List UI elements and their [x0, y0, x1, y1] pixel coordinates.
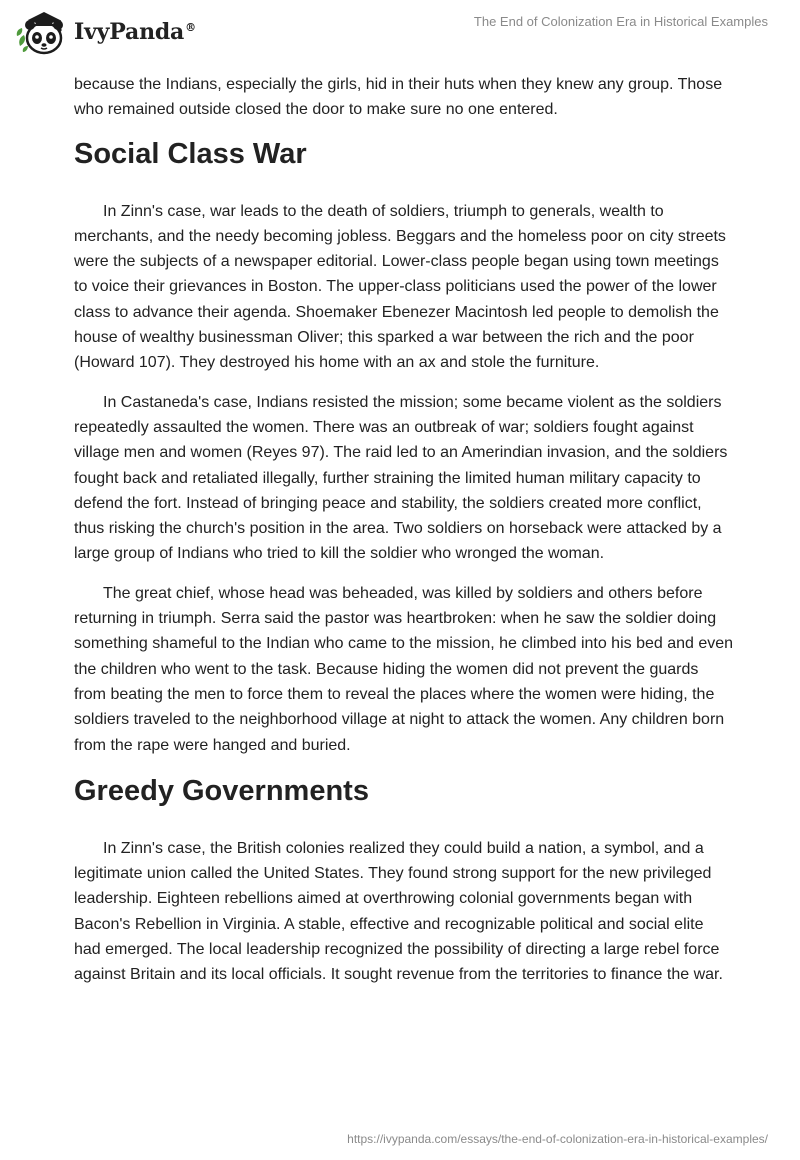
paragraph: In Castaneda's case, Indians resisted the mission; some became violent as the soldiers repeatedly assaulted the women. There was an outbreak of war; soldiers fought against village men and women (Reyes 97). The raid led to an Amerindian invasion, and the soldiers fought back and retaliated illegally, further straining the limited human military capacity to defend the fort. Instead of bringing peace and stability, the soldiers created more conflict, thus risking the church's position in the area. Two soldiers on horseback were attacked by a large group of Indians who tried to kill the soldier who wronged the woman.	[74, 393, 728, 563]
ivypanda-logo[interactable]	[14, 8, 196, 56]
intro-paragraph: because the Indians, especially the girls, hid in their huts when they knew any group. Those who remained outside closed the door to make sure no one entered.	[74, 76, 723, 119]
source-url[interactable]: https://ivypanda.com/essays/the-end-of-colonization-era-in-historical-examples/	[347, 1132, 768, 1146]
document-title: The End of Colonization Era in Historical Examples	[473, 14, 768, 29]
paragraph: The great chief, whose head was beheaded, was killed by soldiers and others before returning in triumph. Serra said the pastor was heartbroken: when he saw the soldier doing something shameful to the Indian who came to the mission, he climbed into his bed and even the children who went to the task. Because hiding the women did not prevent the guards from beating the men to force them to reveal the places where the women were hiding, the soldiers traveled to the neighborhood village at night to attack the women. Any children born from the rape were hanged and buried.	[74, 584, 734, 754]
page-header	[0, 0, 800, 70]
essay-body	[74, 72, 734, 1002]
heading-social-class-war: Social Class War	[74, 137, 307, 170]
heading-greedy-governments: Greedy Governments	[74, 774, 369, 807]
panda-graduate-icon	[14, 8, 70, 56]
logo-wordmark: IvyPanda®	[74, 19, 196, 45]
paragraph: In Zinn's case, the British colonies realized they could build a nation, a symbol, and a legitimate union called the United States. They found strong support for the new privileged leadership. Eighteen rebellions aimed at overthrowing colonial governments began with Bacon's Rebellion in Virginia. A stable, effective and recognizable political and social elite had emerged. The local leadership recognized the possibility of directing a large rebel force against Britain and its local officials. It sought revenue from the territories to finance the war.	[74, 839, 723, 984]
paragraph: In Zinn's case, war leads to the death of soldiers, triumph to generals, wealth to merchants, and the needy becoming jobless. Beggars and the homeless poor on city streets were the subjects of a newspaper editorial. Lower-class people began using town meetings to voice their grievances in Boston. The upper-class politicians used the power of the lower class to advance their agenda. Shoemaker Ebenezer Macintosh led people to demolish the house of wealthy businessman Oliver; this sparked a war between the rich and the poor (Howard 107). They destroyed his home with an ax and stole the furniture.	[74, 202, 726, 372]
